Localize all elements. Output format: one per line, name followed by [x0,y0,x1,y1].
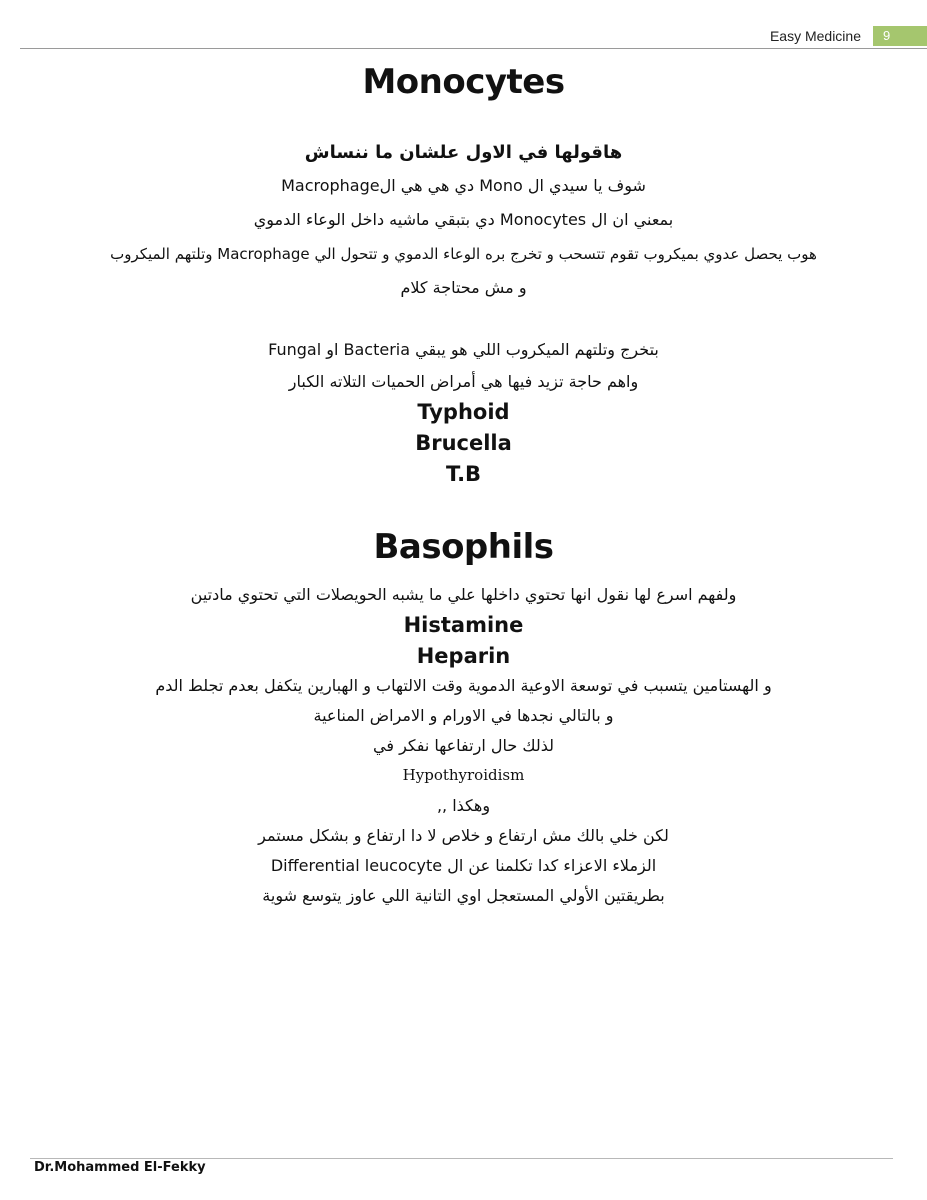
substance-histamine: Histamine [403,613,524,637]
monocytes-line-1: هاقولها في الاول علشان ما ننساش [304,142,623,163]
page-header [20,26,927,49]
monocytes-line-3: بمعني ان ال Monocytes دي بتبقي ماشيه داخل الوعاء الدموي [253,210,674,229]
monocytes-line-5: و مش محتاجة كلام [400,278,527,297]
basophils-line-6: وهكذا ,, [436,796,491,815]
page-number: 9 [873,26,927,46]
basophils-line-8: الزملاء الاعزاء كدا تكلمنا عن ال Differential leucocyte [270,856,657,875]
footer-author: Dr.Mohammed El-Fekky [34,1160,206,1175]
monocytes-line-7: واهم حاجة تزيد فيها هي أمراض الحميات التلاته الكبار [288,372,639,391]
basophils-title: Basophils [373,527,554,567]
monocytes-line-2: شوف يا سيدي ال Mono دي هي هي الMacrophage [281,176,646,195]
basophils-line-9: بطريقتين الأولي المستعجل اوي التانية اللي عاوز يتوسع شوية [262,886,665,905]
basophils-line-7: لكن خلي بالك مش ارتفاع و خلاص لا دا ارتفاع و بشكل مستمر [258,826,669,845]
monocytes-line-6: بتخرج وتلتهم الميكروب اللي هو يبقي Bacteria او Fungal [268,340,659,359]
basophils-line-3: و بالتالي نجدها في الاورام و الامراض المناعية [313,706,614,725]
disease-typhoid: Typhoid [417,400,510,424]
basophils-line-1: ولفهم اسرع لها نقول انها تحتوي داخلها علي ما يشبه الحويصلات التي تحتوي مادتين [190,585,737,604]
basophils-line-2: و الهستامين يتسبب في توسعة الاوعية الدموية وقت الالتهاب و الهبارين يتكفل بعدم تجلط الدم [155,676,772,695]
basophils-line-5: Hypothyroidism [402,766,525,784]
monocytes-title: Monocytes [362,62,565,102]
basophils-line-4: لذلك حال ارتفاعها نفكر في [373,736,554,755]
disease-tb: T.B [445,462,482,486]
disease-brucella: Brucella [415,431,512,455]
monocytes-line-4: هوب يحصل عدوي بميكروب تقوم تتسحب و تخرج بره الوعاء الدموي و تتحول الي Macrophage وتلتهم الميكروب [110,245,817,263]
footer-rule [30,1158,893,1159]
substance-heparin: Heparin [416,644,511,668]
header-title: Easy Medicine [769,28,861,44]
